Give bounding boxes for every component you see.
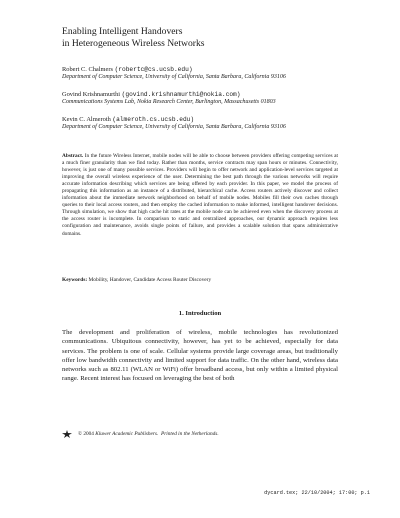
author-affiliation: Department of Computer Science, University of California, Santa Barbara, California 93106 bbox=[62, 74, 286, 80]
author-name: Govind Krishnamurthi bbox=[62, 91, 121, 98]
author-email: (almeroth.cs.ucsb.edu) bbox=[112, 116, 195, 123]
body-paragraph: The development and proliferation of wireless, mobile technologies has revolutionized communications. Ubiquitous connectivity, however, has yet to be achieved, especially for data services. The problem is one of scale. Cellular systems provide large coverage areas, but traditionally offer low bandwidth connectivity and limited support for data traffic. On the other hand, wireless data networks such as 802.11 (WLAN or WiFi) offer broadband access, but only within a limited physical range. Recent interest has focused on leveraging the best of both bbox=[62, 329, 338, 383]
publisher-logo-icon bbox=[62, 430, 72, 438]
keywords-label: Keywords: bbox=[62, 277, 88, 283]
author-email: (govind.krishnamurthi@nokia.com) bbox=[121, 91, 241, 98]
copyright-publisher: Kluwer Academic Publishers. bbox=[95, 431, 159, 437]
author-name: Kevin C. Almeroth bbox=[62, 116, 111, 123]
copyright-line bbox=[62, 430, 338, 438]
author-block-1 bbox=[62, 66, 362, 82]
keywords bbox=[62, 277, 338, 284]
section-heading: 1. Introduction bbox=[178, 310, 222, 317]
author-block-2 bbox=[62, 91, 362, 107]
author-email: (robertc@cs.ucsb.edu) bbox=[114, 66, 193, 73]
author-block-3 bbox=[62, 116, 362, 132]
paper-title bbox=[62, 26, 362, 50]
copyright-notice: © 2004 bbox=[78, 431, 94, 437]
keywords-text: Mobility, Handover, Candidate Access Router Discovery bbox=[88, 277, 212, 283]
author-affiliation: Communications Systems Lab, Nokia Research Center, Burlington, Massachusetts 01803 bbox=[62, 99, 276, 105]
title-line-1: Enabling Intelligent Handovers bbox=[62, 26, 183, 37]
page-footer: dycard.tex; 22/10/2004; 17:00; p.1 bbox=[264, 490, 370, 496]
author-name: Robert C. Chalmers bbox=[62, 66, 113, 73]
body-text bbox=[62, 328, 338, 384]
abstract-label: Abstract. bbox=[62, 153, 84, 159]
title-line-2: in Heterogeneous Wireless Networks bbox=[62, 38, 205, 49]
abstract-text: In the future Wireless Internet, mobile nodes will be able to choose between providers offering competing services at a much finer granularity than we find today. Rather than months, service contracts may span hours or minutes. Connectivity, however, is just one of many possible services. Providers will begin to offer network and application-level services targeted at improving the overall wireless experience of the user. Determining the best path through the various networks will require accurate information describing which services are being offered by each provider. In this paper, we model the process of propagating this information as an instance of a distributed, hierarchical cache. Access routers actively discover and collect information about the immediate network neighborhood on behalf of mobile nodes. Mobiles fill their own caches through queries to their local access routers, and then employ the cached information to make informed, intelligent handover decisions. Through simulation, we show that high cache hit rates at the mobile node can be achieved even when the discovery process at the access router is incomplete. In comparison to static and centralized approaches, our dynamic approach requires less configuration and maintenance, avoids single points of failure, and provides a scalable solution that spans administrative domains. bbox=[62, 153, 338, 237]
abstract bbox=[62, 153, 338, 238]
copyright-printed: Printed in the Netherlands. bbox=[160, 431, 219, 437]
author-affiliation: Department of Computer Science, University of California, Santa Barbara, California 93106 bbox=[62, 124, 286, 130]
